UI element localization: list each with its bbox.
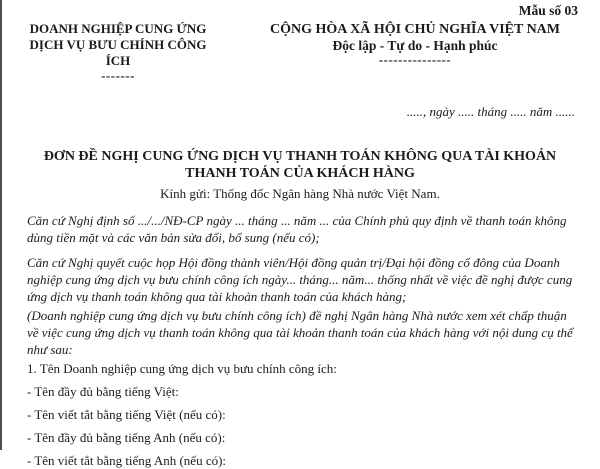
document-title: ĐƠN ĐỀ NGHỊ CUNG ỨNG DỊCH VỤ THANH TOÁN KHÔNG QUA TÀI KHOẢN THANH TOÁN CỦA KHÁCH HÀNG bbox=[43, 149, 557, 181]
issuer-header bbox=[24, 21, 212, 83]
section-1-heading: 1. Tên Doanh nghiệp cung ứng dịch vụ bưu chính công ích: bbox=[27, 361, 337, 376]
national-header bbox=[235, 21, 595, 66]
form-number: Mẫu số 03 bbox=[518, 3, 578, 18]
preamble-paragraph: Căn cứ Nghị quyết cuộc họp Hội đồng thành viên/Hội đồng quản trị/Đại hội đồng cổ đông của Doanh nghiệp cung ứng dịch vụ bưu chính công ích ngày... tháng... năm... thống nhất về việc đề nghị được cung ứng dịch vụ thanh toán không qua tài khoản thanh toán của khách hàng; bbox=[27, 255, 573, 304]
left-edge-line bbox=[0, 0, 2, 450]
issuer-separator: ------- bbox=[101, 68, 135, 83]
section-1-item-clipped: - Tên viết tắt bằng tiếng Anh (nếu có): bbox=[27, 453, 227, 468]
date-line: ....., ngày ..... tháng ..... năm ...... bbox=[406, 104, 575, 119]
preamble-paragraph: Căn cứ Nghị định số .../.../NĐ-CP ngày ... tháng ... năm ... của Chính phủ quy định về thanh toán không dùng tiền mặt và các văn bản sửa đổi, bổ sung (nếu có); bbox=[27, 213, 567, 245]
issuer-name: DOANH NGHIỆP CUNG ỨNG DỊCH VỤ BƯU CHÍNH CÔNG ÍCH bbox=[29, 21, 207, 68]
national-motto: Độc lập - Tự do - Hạnh phúc bbox=[332, 38, 498, 53]
recipient-line: Kính gửi: Thống đốc Ngân hàng Nhà nước Việt Nam. bbox=[160, 186, 440, 201]
motto-separator: --------------- bbox=[378, 52, 452, 67]
section-1-item: - Tên viết tắt bằng tiếng Việt (nếu có): bbox=[27, 407, 226, 422]
section-1-item: - Tên đầy đủ bằng tiếng Anh (nếu có): bbox=[27, 430, 226, 445]
country-name: CỘNG HÒA XÃ HỘI CHỦ NGHĨA VIỆT NAM bbox=[269, 22, 560, 37]
section-1-item: - Tên đầy đủ bằng tiếng Việt: bbox=[27, 384, 179, 399]
preamble-paragraph: (Doanh nghiệp cung ứng dịch vụ bưu chính công ích) đề nghị Ngân hàng Nhà nước xem xét chấp thuận về việc cung ứng dịch vụ thanh toán không qua tài khoản thanh toán của khách hàng với nội dung cụ thể như sau: bbox=[27, 308, 573, 357]
